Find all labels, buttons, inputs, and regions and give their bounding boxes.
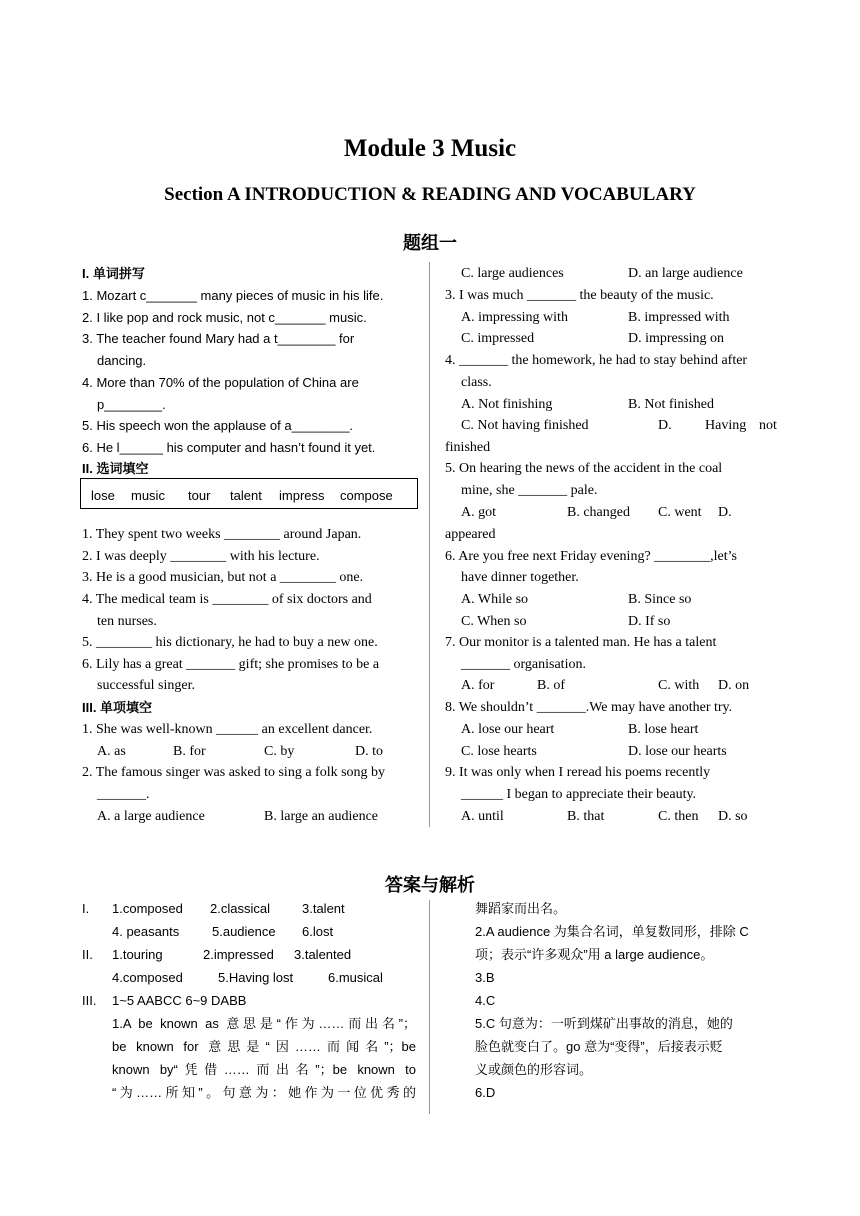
- answer-item: 3.talented: [294, 947, 352, 962]
- mc-q2-option-c: C. large audiences: [461, 266, 564, 281]
- answer-item: 6.musical: [328, 970, 383, 985]
- fill-q4-cont: ten nurses.: [97, 614, 157, 629]
- explanation-line: 1.A be known as 意思是“作为……而出名”；: [112, 1016, 416, 1031]
- mc-q2-option-d: D. an large audience: [628, 266, 743, 281]
- mc-q8-option-c: C. lose hearts: [461, 744, 537, 759]
- explanation-line: “为……所知”。句意为：她作为一位优秀的: [112, 1085, 416, 1100]
- mc-q5-option-d-cont: appeared: [445, 527, 496, 542]
- mc-q1: 1. She was well-known ______ an excellent dancer.: [82, 722, 373, 737]
- explanation-line: 4.C: [475, 993, 496, 1008]
- word-option: talent: [230, 488, 262, 503]
- mc-q7: 7. Our monitor is a talented man. He has a talent: [445, 635, 717, 650]
- mc-q4-option-d: D.: [658, 418, 672, 433]
- explanation-line: 3.B: [475, 970, 495, 985]
- mc-q5-option-b: B. changed: [567, 505, 630, 520]
- answers-roman-3: III.: [82, 993, 97, 1008]
- page-title: Module 3 Music: [343, 135, 517, 162]
- mc-q3: 3. I was much _______ the beauty of the music.: [445, 288, 714, 303]
- mc-q1-option-c: C. by: [264, 744, 295, 759]
- mc-q4-option-d-text: Having: [705, 418, 747, 433]
- explanation-line: be known for 意思是“因……而闻名”；be: [112, 1039, 416, 1054]
- mc-q2: 2. The famous singer was asked to sing a folk song by: [82, 765, 386, 780]
- mc-q4: 4. _______ the homework, he had to stay behind after: [445, 353, 748, 368]
- mc-q6-option-d: D. If so: [628, 614, 671, 629]
- mc-q4-option-d-cont: finished: [445, 440, 491, 455]
- mc-q3-option-c: C. impressed: [461, 331, 535, 346]
- mc-q9: 9. It was only when I reread his poems recently: [445, 765, 711, 780]
- mc-q4-option-a: A. Not finishing: [461, 397, 553, 412]
- mc-q3-option-d: D. impressing on: [628, 331, 725, 346]
- mc-q6: 6. Are you free next Friday evening? ________,let’s: [445, 549, 737, 564]
- part1-heading: I. 单词拼写: [82, 266, 145, 281]
- mc-q7-option-a: A. for: [461, 678, 495, 693]
- word-option: compose: [340, 488, 393, 503]
- fill-q6: 6. Lily has a great _______ gift; she promises to be a: [82, 657, 380, 672]
- mc-q2-option-a: A. a large audience: [97, 809, 205, 824]
- explanation-line: known by“凭借……而出名”；be known to: [112, 1062, 416, 1077]
- vocab-q4-cont: p________.: [97, 397, 166, 412]
- answer-item: 3.talent: [302, 901, 345, 916]
- explanation-line: 6.D: [475, 1085, 496, 1100]
- answer-item: 1~5 AABCC 6~9 DABB: [112, 993, 247, 1008]
- fill-q2: 2. I was deeply ________ with his lecture.: [82, 549, 320, 564]
- part3-heading: III. 单项填空: [82, 700, 153, 715]
- vocab-q2: 2. I like pop and rock music, not c_______ music.: [82, 310, 367, 325]
- explanation-line: 2.A audience 为集合名词，单复数同形，排除 C: [475, 924, 749, 939]
- mc-q9-option-c: C. then: [658, 809, 699, 824]
- vocab-q4: 4. More than 70% of the population of China are: [82, 375, 359, 390]
- mc-q2-option-b: B. large an audience: [264, 809, 379, 824]
- answer-column-divider: [429, 900, 430, 1114]
- word-option: impress: [279, 488, 325, 503]
- mc-q9-option-d: D. so: [718, 809, 748, 824]
- answer-item: 4. peasants: [112, 924, 180, 939]
- vocab-q3: 3. The teacher found Mary had a t________ for: [82, 331, 355, 346]
- mc-q8-option-d: D. lose our hearts: [628, 744, 727, 759]
- mc-q6-option-c: C. When so: [461, 614, 527, 629]
- column-divider: [429, 262, 430, 827]
- part2-heading: II. 选词填空: [82, 461, 149, 476]
- answer-item: 2.classical: [210, 901, 270, 916]
- mc-q1-option-b: B. for: [173, 744, 206, 759]
- answers-roman-2: II.: [82, 947, 93, 962]
- mc-q5-option-c: C. went: [658, 505, 702, 520]
- answer-item: 1.touring: [112, 947, 163, 962]
- mc-q8: 8. We shouldn’t _______.We may have another try.: [445, 700, 733, 715]
- mc-q9-option-a: A. until: [461, 809, 504, 824]
- vocab-q1: 1. Mozart c_______ many pieces of music in his life.: [82, 288, 384, 303]
- mc-q5: 5. On hearing the news of the accident in the coal: [445, 461, 723, 476]
- explanation-line: 舞蹈家而出名。: [475, 901, 567, 916]
- word-option: music: [131, 488, 165, 503]
- mc-q6-option-a: A. While so: [461, 592, 529, 607]
- mc-q7-cont: _______ organisation.: [461, 657, 586, 672]
- mc-q2-cont: _______.: [97, 787, 150, 802]
- explanation-line: 5.C 句意为：一听到煤矿出事故的消息，她的: [475, 1016, 733, 1031]
- mc-q5-cont: mine, she _______ pale.: [461, 483, 598, 498]
- vocab-q3-cont: dancing.: [97, 353, 147, 368]
- mc-q5-option-a: A. got: [461, 505, 496, 520]
- answer-item: 6.lost: [302, 924, 334, 939]
- answer-item: 1.composed: [112, 901, 183, 916]
- mc-q8-option-b: B. lose heart: [628, 722, 699, 737]
- mc-q7-option-b: B. of: [537, 678, 565, 693]
- mc-q4-cont: class.: [461, 375, 492, 390]
- fill-q6-cont: successful singer.: [97, 678, 195, 693]
- mc-q4-option-c: C. Not having finished: [461, 418, 589, 433]
- answer-item: 5.Having lost: [218, 970, 294, 985]
- fill-q1: 1. They spent two weeks ________ around Japan.: [82, 527, 362, 542]
- answer-item: 2.impressed: [203, 947, 274, 962]
- mc-q4-option-d-text: not: [759, 418, 777, 433]
- vocab-q5: 5. His speech won the applause of a________.: [82, 418, 354, 433]
- mc-q6-option-b: B. Since so: [628, 592, 692, 607]
- answers-roman-1: I.: [82, 901, 90, 916]
- mc-q3-option-b: B. impressed with: [628, 310, 730, 325]
- mc-q1-option-a: A. as: [97, 744, 126, 759]
- explanation-line: 项；表示“许多观众”用 a large audience。: [475, 947, 714, 962]
- answer-item: 5.audience: [212, 924, 276, 939]
- word-option: tour: [188, 488, 211, 503]
- answer-item: 4.composed: [112, 970, 183, 985]
- explanation-line: 义或颜色的形容词。: [475, 1062, 593, 1077]
- mc-q9-option-b: B. that: [567, 809, 605, 824]
- vocab-q6: 6. He l______ his computer and hasn’t found it yet.: [82, 440, 376, 455]
- mc-q3-option-a: A. impressing with: [461, 310, 568, 325]
- mc-q4-option-b: B. Not finished: [628, 397, 714, 412]
- mc-q9-cont: ______ I began to appreciate their beauty.: [461, 787, 697, 802]
- mc-q7-option-d: D. on: [718, 678, 750, 693]
- answers-heading: 答案与解析: [385, 875, 475, 896]
- mc-q8-option-a: A. lose our heart: [461, 722, 555, 737]
- group-title: 题组一: [403, 233, 457, 254]
- explanation-line: 脸色就变白了。go 意为“变得”，后接表示贬: [475, 1039, 723, 1054]
- section-title: Section A INTRODUCTION & READING AND VOCABULARY: [164, 184, 696, 205]
- mc-q5-option-d: D.: [718, 505, 732, 520]
- mc-q1-option-d: D. to: [355, 744, 383, 759]
- fill-q5: 5. ________ his dictionary, he had to buy a new one.: [82, 635, 378, 650]
- mc-q7-option-c: C. with: [658, 678, 700, 693]
- fill-q3: 3. He is a good musician, but not a ________ one.: [82, 570, 364, 585]
- mc-q6-cont: have dinner together.: [461, 570, 579, 585]
- word-box: [80, 478, 418, 509]
- word-option: lose: [91, 488, 115, 503]
- fill-q4: 4. The medical team is ________ of six doctors and: [82, 592, 372, 607]
